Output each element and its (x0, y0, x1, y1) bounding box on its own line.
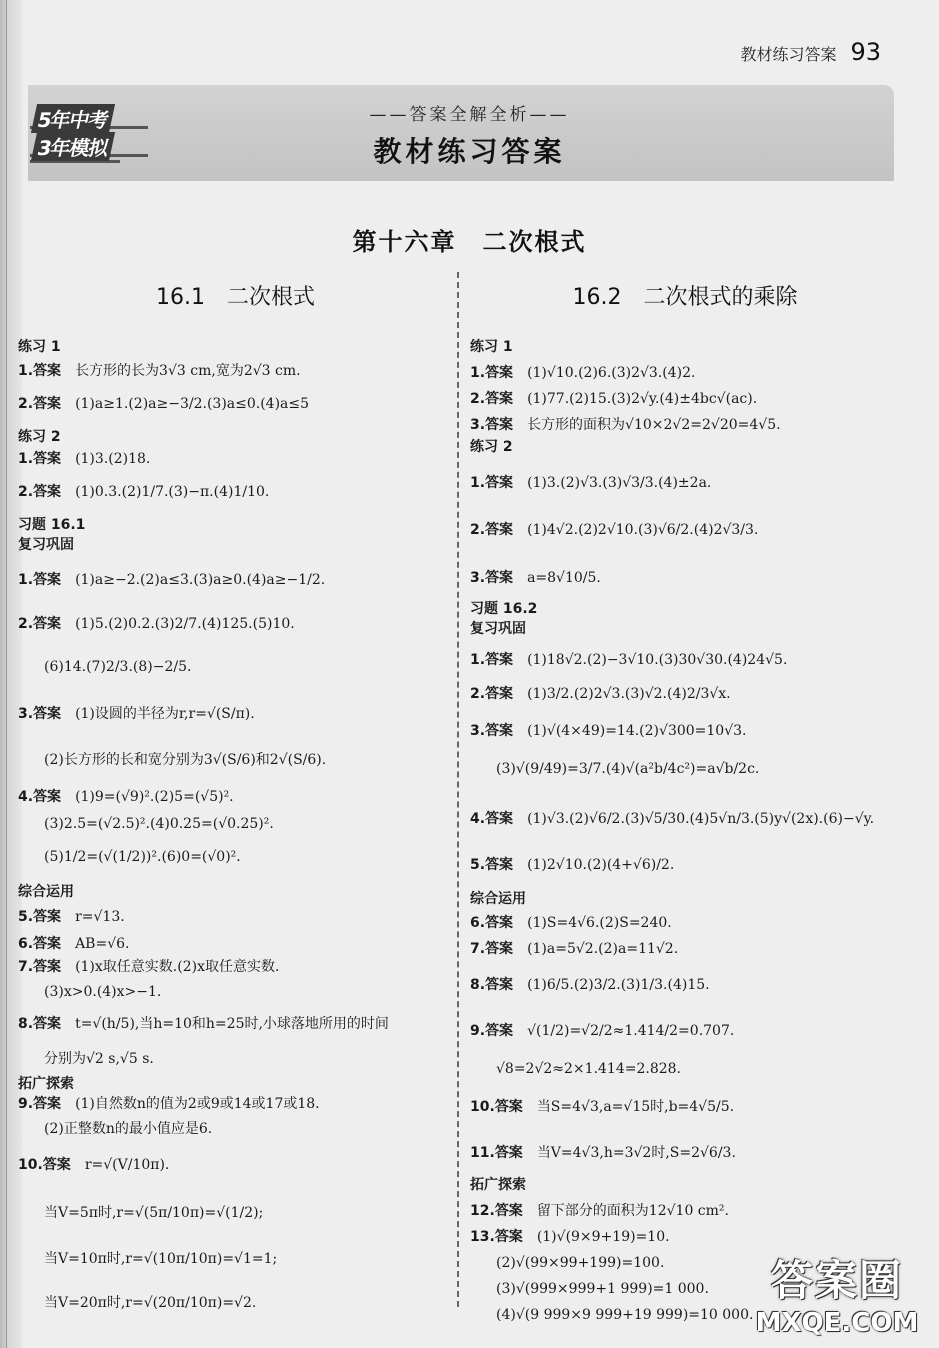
answer-text: 当V=4√3,h=3√2时,S=2√6/3. (536, 1145, 736, 1161)
subsection-heading (470, 338, 513, 356)
answer-text: (1)a=5√2.(2)a=11√2. (527, 941, 679, 957)
item-number: 1. (18, 572, 34, 588)
answer-text: (4)√(9 999×9 999+19 999)=10 000. (496, 1307, 754, 1323)
answer-label: 答案 (33, 706, 62, 722)
answer-text: (3)x>0.(4)x>−1. (44, 984, 162, 1000)
answer-continuation (18, 983, 161, 1001)
item-number: 4. (470, 811, 486, 827)
answer-text: (3)2.5=(√2.5)².(4)0.25=(√0.25)². (44, 816, 274, 832)
answer-item (470, 940, 678, 958)
section-title-16-2: 16.2 二次根式的乘除 (572, 285, 798, 310)
answer-label: 答案 (33, 959, 62, 975)
subsection-label: 练习 2 (470, 439, 513, 455)
answer-text: 长方形的长为3√3 cm,宽为2√3 cm. (75, 363, 301, 379)
item-number: 12. (470, 1203, 495, 1219)
answer-text: (1)x取任意实数.(2)x取任意实数. (75, 959, 280, 975)
subsection-label: 练习 1 (470, 339, 513, 355)
item-number: 13. (470, 1229, 495, 1245)
item-number: 6. (18, 936, 34, 952)
header-label: 教材练习答案 (740, 45, 837, 64)
item-number: 2. (18, 484, 34, 500)
answer-text: a=8√10/5. (527, 570, 601, 586)
answer-text: (3)√(9/49)=3/7.(4)√(a²b/4c²)=a√b/2c. (496, 761, 760, 777)
item-number: 7. (470, 941, 486, 957)
answer-item (470, 810, 874, 828)
answer-text: 当S=4√3,a=√15时,b=4√5/5. (536, 1099, 735, 1115)
answer-text: (1)18√2.(2)−3√10.(3)30√30.(4)24√5. (527, 652, 788, 668)
subsection-label: 复习巩固 (470, 621, 526, 637)
section-title-16-1: 16.1 二次根式 (156, 285, 315, 310)
answer-continuation (18, 1120, 212, 1138)
answer-label: 答案 (485, 391, 514, 407)
answer-label: 答案 (33, 572, 62, 588)
answer-continuation (470, 1060, 681, 1078)
answer-item (18, 705, 255, 723)
item-number: 2. (470, 686, 486, 702)
answer-item (18, 571, 325, 589)
item-number: 1. (470, 652, 486, 668)
logo-line1: 5年中考 (31, 104, 115, 133)
answer-label: 答案 (485, 723, 514, 739)
answer-text: 当V=10π时,r=√(10π/10π)=√1=1; (44, 1251, 278, 1267)
subsection-label: 习题 16.2 (470, 601, 538, 617)
answer-text: (1)3.(2)√3.(3)√3/3.(4)±2a. (527, 475, 712, 491)
subsection-label: 练习 2 (18, 429, 61, 445)
column-divider (457, 272, 459, 1307)
answer-text: r=√13. (75, 909, 125, 925)
answer-item (18, 483, 269, 501)
page-header (740, 38, 881, 66)
item-number: 6. (470, 915, 486, 931)
answer-text: (1)自然数n的值为2或9或14或17或18. (75, 1096, 320, 1112)
answer-text: √8=2√2≈2×1.414=2.828. (496, 1061, 682, 1077)
left-column (18, 280, 453, 1318)
answer-text: (6)14.(7)2/3.(8)−2/5. (44, 659, 192, 675)
item-number: 3. (18, 706, 34, 722)
answer-label: 答案 (33, 451, 62, 467)
answer-label: 答案 (33, 396, 62, 412)
answer-text: (1)a≥−2.(2)a≤3.(3)a≥0.(4)a≥−1/2. (75, 572, 326, 588)
answer-label: 答案 (494, 1145, 523, 1161)
answer-continuation (470, 1280, 709, 1298)
answer-item (470, 914, 672, 932)
answer-item (470, 1228, 670, 1246)
answer-item (470, 521, 758, 539)
watermark-url: MXQE.COM (755, 1308, 919, 1338)
answer-label: 答案 (485, 652, 514, 668)
banner-subtitle: ——答案全解全析—— (369, 105, 570, 125)
answer-item (470, 976, 710, 994)
answer-label: 答案 (485, 417, 514, 433)
item-number: 5. (18, 909, 34, 925)
item-number: 2. (18, 396, 34, 412)
answer-item (18, 1095, 320, 1113)
answer-item (18, 1015, 389, 1033)
subsection-heading (470, 890, 526, 908)
answer-item (18, 362, 301, 380)
answer-label: 答案 (494, 1203, 523, 1219)
subsection-heading (470, 1176, 526, 1194)
item-number: 1. (18, 451, 34, 467)
item-number: 1. (470, 365, 486, 381)
answer-label: 答案 (485, 811, 514, 827)
answer-label: 答案 (485, 1023, 514, 1039)
subsection-label: 拓广探索 (470, 1177, 526, 1193)
answer-continuation (18, 1204, 263, 1222)
answer-item (470, 1202, 729, 1220)
answer-item (470, 364, 695, 382)
answer-text: (1)S=4√6.(2)S=240. (527, 915, 672, 931)
answer-item (470, 416, 781, 434)
watermark (747, 1248, 927, 1338)
answer-continuation (470, 760, 759, 778)
answer-text: (1)设圆的半径为r,r=√(S/π). (75, 706, 255, 722)
answer-label: 答案 (494, 1099, 523, 1115)
answer-item (470, 569, 601, 587)
watermark-text: 答案圈 (770, 1256, 903, 1305)
answer-continuation (18, 1050, 154, 1068)
answer-continuation (470, 1306, 753, 1324)
answer-label: 答案 (33, 363, 62, 379)
chapter-title: 第十六章 二次根式 (352, 228, 587, 256)
answer-text: (1)77.(2)15.(3)2√y.(4)±4bc√(ac). (527, 391, 758, 407)
item-number: 11. (470, 1145, 495, 1161)
item-number: 8. (470, 977, 486, 993)
subsection-label: 习题 16.1 (18, 517, 86, 533)
answer-item (18, 615, 295, 633)
answer-continuation (18, 751, 326, 769)
answer-label: 答案 (33, 1096, 62, 1112)
answer-text: (1)√(9×9+19)=10. (536, 1229, 670, 1245)
answer-text: (1)3/2.(2)2√3.(3)√2.(4)2/3√x. (527, 686, 731, 702)
answer-item (470, 722, 746, 740)
left-answer-list (18, 318, 453, 1318)
answer-text: (1)9=(√9)².(2)5=(√5)². (75, 789, 234, 805)
answer-label: 答案 (485, 857, 514, 873)
page-number: 93 (850, 38, 881, 66)
answer-label: 答案 (33, 616, 62, 632)
answer-text: (1)3.(2)18. (75, 451, 151, 467)
subsection-label: 复习巩固 (18, 537, 74, 553)
item-number: 3. (470, 417, 486, 433)
item-number: 10. (18, 1157, 43, 1173)
item-number: 8. (18, 1016, 34, 1032)
answer-text: t=√(h/5),当h=10和h=25时,小球落地所用的时间 (75, 1016, 389, 1032)
answer-label: 答案 (485, 686, 514, 702)
answer-text: AB=√6. (75, 936, 130, 952)
answer-text: (1)√3.(2)√6/2.(3)√5/30.(4)5√n/3.(5)y√(2x).(6)−√y. (527, 811, 875, 827)
answer-continuation (18, 1250, 277, 1268)
subsection-label: 拓广探索 (18, 1076, 74, 1092)
answer-item (470, 856, 674, 874)
answer-item (18, 1156, 169, 1174)
answer-text: (1)4√2.(2)2√10.(3)√6/2.(4)2√3/3. (527, 522, 759, 538)
answer-continuation (470, 1254, 664, 1272)
answer-text: 长方形的面积为√10×2√2=2√20=4√5. (527, 417, 781, 433)
answer-item (470, 390, 757, 408)
answer-text: (1)√10.(2)6.(3)2√3.(4)2. (527, 365, 696, 381)
item-number: 3. (470, 723, 486, 739)
answer-item (18, 908, 125, 926)
answer-item (18, 450, 150, 468)
item-number: 9. (470, 1023, 486, 1039)
answer-continuation (18, 658, 191, 676)
item-number: 2. (470, 522, 486, 538)
answer-label: 答案 (485, 977, 514, 993)
item-number: 4. (18, 789, 34, 805)
answer-text: 分别为√2 s,√5 s. (44, 1051, 154, 1067)
item-number: 5. (470, 857, 486, 873)
answer-text: (1)2√10.(2)(4+√6)/2. (527, 857, 675, 873)
subsection-label: 综合运用 (18, 884, 74, 900)
answer-item (470, 474, 711, 492)
answer-continuation (18, 848, 241, 866)
answer-text: (2)长方形的长和宽分别为3√(S/6)和2√(S/6). (44, 752, 327, 768)
answer-label: 答案 (485, 941, 514, 957)
answer-label: 答案 (485, 522, 514, 538)
subsection-heading (18, 536, 74, 554)
subsection-heading (18, 516, 85, 534)
answer-text: (1)0.3.(2)1/7.(3)−π.(4)1/10. (75, 484, 270, 500)
answer-label: 答案 (33, 909, 62, 925)
answer-text: 当V=20π时,r=√(20π/10π)=√2. (44, 1295, 257, 1311)
answer-text: 留下部分的面积为12√10 cm². (536, 1203, 729, 1219)
item-number: 2. (18, 616, 34, 632)
answer-label: 答案 (42, 1157, 71, 1173)
answer-continuation (18, 1294, 256, 1312)
subsection-heading (470, 600, 537, 618)
answer-text: √(1/2)=√2/2≈1.414/2=0.707. (527, 1023, 735, 1039)
answer-text: (1)6/5.(2)3/2.(3)1/3.(4)15. (527, 977, 710, 993)
item-number: 1. (18, 363, 34, 379)
answer-item (18, 395, 309, 413)
answer-item (18, 935, 129, 953)
answer-text: (5)1/2=(√(1/2))².(6)0=(√0)². (44, 849, 241, 865)
answer-label: 答案 (494, 1229, 523, 1245)
answer-label: 答案 (485, 915, 514, 931)
answer-text: (3)√(999×999+1 999)=1 000. (496, 1281, 709, 1297)
answer-label: 答案 (485, 570, 514, 586)
answer-label: 答案 (33, 1016, 62, 1032)
answer-label: 答案 (33, 789, 62, 805)
answer-label: 答案 (33, 936, 62, 952)
answer-item (18, 788, 234, 806)
answer-item (470, 651, 787, 669)
answer-text: (2)√(99×99+199)=100. (496, 1255, 665, 1271)
subsection-heading (18, 428, 61, 446)
subsection-heading (470, 438, 513, 456)
answer-item (470, 685, 731, 703)
logo-line2: 3年模拟 (31, 132, 115, 161)
answer-text: (1)5.(2)0.2.(3)2/7.(4)125.(5)10. (75, 616, 295, 632)
answer-item (470, 1144, 736, 1162)
answer-text: r=√(V/10π). (84, 1157, 170, 1173)
subsection-label: 综合运用 (470, 891, 526, 907)
right-answer-list (470, 318, 900, 1323)
answer-label: 答案 (33, 484, 62, 500)
item-number: 10. (470, 1099, 495, 1115)
right-column (470, 280, 900, 1323)
answer-item (470, 1022, 734, 1040)
answer-text: (1)a≥1.(2)a≥−3/2.(3)a≤0.(4)a≤5 (75, 396, 310, 412)
item-number: 9. (18, 1096, 34, 1112)
answer-item (470, 1098, 734, 1116)
banner-title: 教材练习答案 (373, 135, 566, 168)
answer-label: 答案 (485, 475, 514, 491)
subsection-heading (18, 338, 61, 356)
answer-item (18, 958, 279, 976)
item-number: 2. (470, 391, 486, 407)
item-number: 7. (18, 959, 34, 975)
item-number: 1. (470, 475, 486, 491)
item-number: 3. (470, 570, 486, 586)
answer-label: 答案 (485, 365, 514, 381)
answer-text: (2)正整数n的最小值应是6. (44, 1121, 213, 1137)
subsection-heading (18, 1075, 74, 1093)
subsection-label: 练习 1 (18, 339, 61, 355)
subsection-heading (18, 883, 74, 901)
answer-text: 当V=5π时,r=√(5π/10π)=√(1/2); (44, 1205, 264, 1221)
answer-continuation (18, 815, 274, 833)
subsection-heading (470, 620, 526, 638)
answer-text: (1)√(4×49)=14.(2)√300=10√3. (527, 723, 747, 739)
